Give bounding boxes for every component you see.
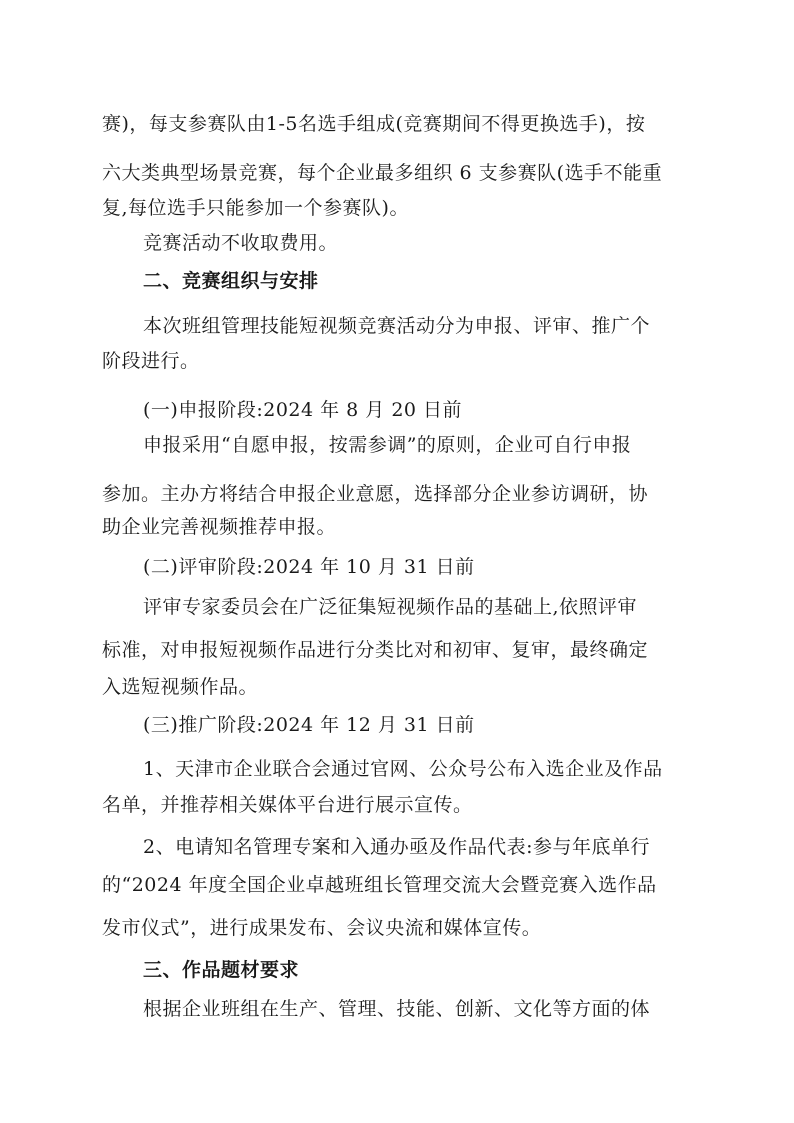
- body-line: 标准，对申报短视频作品进行分类比对和初审、复审，最终确定: [102, 639, 649, 661]
- subsection-heading: (二)评审阶段:2024 年 10 月 31 日前: [143, 556, 475, 578]
- body-line: 1、天津市企业联合会通过官网、公众号公布入选企业及作品: [143, 758, 663, 780]
- subsection-heading: (一)申报阶段:2024 年 8 月 20 日前: [143, 399, 463, 421]
- body-line: 根据企业班组在生产、管理、技能、创新、文化等方面的体: [143, 998, 651, 1020]
- body-line: 申报采用“自愿申报，按需参调”的原则，企业可自行申报: [143, 434, 632, 456]
- body-line: 参加。主办方将结合申报企业意愿，选择部分企业参访调研，协: [102, 483, 649, 505]
- body-line: 阶段进行。: [102, 350, 200, 372]
- body-line: 六大类典型场景竞赛，每个企业最多组织 6 支参赛队(选手不能重: [102, 162, 663, 184]
- body-line: 名单，并推荐相关媒体平台进行展示宣传。: [102, 794, 473, 816]
- section-heading: 三、作品题材要求: [143, 959, 300, 981]
- subsection-heading: (三)推广阶段:2024 年 12 月 31 日前: [143, 714, 475, 736]
- body-line: 评审专家委员会在广泛征集短视频作品的基础上,依照评审: [143, 596, 638, 618]
- body-line: 赛)，每支参赛队由1-5名选手组成(竞赛期间不得更换选手)，按: [102, 113, 646, 135]
- body-line: 本次班组管理技能短视频竞赛活动分为申报、评审、推广个: [143, 315, 651, 337]
- body-line: 的“2024 年度全国企业卓越班组长管理交流大会暨竞赛入选作品: [102, 874, 657, 896]
- body-line: 竞赛活动不收取费用。: [143, 232, 339, 254]
- section-heading: 二、竞赛组织与安排: [143, 270, 319, 292]
- body-line: 发市仪式”，进行成果发布、会议央流和媒体宣传。: [102, 917, 542, 939]
- body-line: 入选短视频作品。: [102, 676, 259, 698]
- body-line: 复,每位选手只能参加一个参赛队)。: [102, 197, 409, 219]
- body-line: 助企业完善视频推荐申报。: [102, 516, 337, 538]
- body-line: 2、电请知名管理专案和入通办亟及作品代表:参与年底单行: [143, 836, 650, 858]
